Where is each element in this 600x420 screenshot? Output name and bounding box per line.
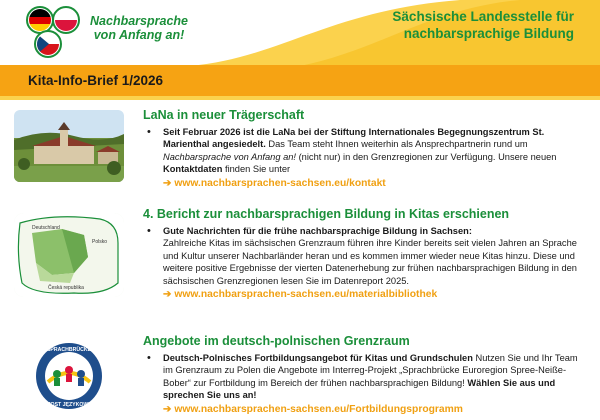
arrow-right-icon: ➔: [163, 289, 172, 301]
bullet-bold-text: Deutsch-Polnisches Fortbildungsangebot für Kitas und Grundschulen: [163, 353, 473, 363]
agency-line1: Sächsische Landesstelle für: [392, 9, 574, 24]
section-bericht: [0, 207, 600, 319]
map-label-de: Deutschland: [32, 225, 60, 231]
bullet-bold-text: Kontaktdaten: [163, 164, 223, 175]
bullet-bold-text: Gute Nachrichten für die frühe nachbarsprachige Bildung in Sachsen:: [163, 226, 472, 236]
section-content: [143, 334, 583, 417]
link-text: www.nachbarsprachen-sachsen.eu/kontakt: [174, 177, 386, 189]
sprachbruecke-badge-icon: [14, 338, 124, 414]
title-band: [0, 66, 600, 96]
section-traegerschaft: [0, 108, 600, 200]
bullet-italic-text: Nachbarsprache von Anfang an!: [163, 151, 296, 162]
section-title: Angebote im deutsch-polnischen Grenzraum: [143, 334, 410, 348]
section-content: [143, 207, 583, 302]
logo-text-line2: von Anfang an!: [93, 28, 185, 42]
bullet-text: (nicht nur) in den Grenzregionen zur Verfügung. Unsere neuen: [296, 151, 557, 162]
speech-bubbles-logo-icon: [22, 4, 82, 62]
fortbildungsprogramm-link[interactable]: [163, 403, 583, 417]
badge-top-text: SPRACHBRÜCKE: [46, 347, 92, 353]
bullet-text: Das Team steht Ihnen weiterhin als Ansprechpartnerin rund um: [265, 139, 528, 150]
section-content: [143, 108, 583, 191]
bullet-text: Zahlreiche Kitas im sächsischen Grenzraum führen ihre Kinder bereits seit vielen Jahren an Sprache und Kultur unserer Nachbarländer heran und es kommen immer wieder neue Kitas hinzu. Diese und weitere positive Ergebnisse der vierten Datenerhebung zur frühen nachbarsprachigen Bildung in den sächsischen Grenzregionen lesen Sie im Datenreport 2025.: [163, 238, 577, 286]
header: [0, 0, 600, 66]
section-title: 4. Bericht zur nachbarsprachigen Bildung in Kitas erschienen: [143, 207, 510, 221]
agency-line2: nachbarsprachige Bildung: [403, 26, 574, 41]
map-illustration-icon: [14, 213, 124, 297]
map-label-pl: Polsko: [92, 239, 108, 245]
agency-name: [334, 8, 574, 42]
monastery-photo-icon: [14, 110, 124, 182]
logo-text-line1: Nachbarsprache: [90, 14, 188, 28]
arrow-right-icon: ➔: [163, 403, 172, 415]
badge-bottom-text: MOST JĘZYKOWY: [46, 402, 92, 408]
bullet-text: Nutzen Sie und Ihr Team im Grenzraum zu Polen die Angebote im Interreg-Projekt „Sprachbrücke Euroregion Spree-Neiße-Bober“ zur Fortbildung im Bereich der frühen nachbarsprachigen Bildung!: [163, 353, 578, 388]
band-divider: [0, 96, 600, 100]
newsletter-title: Kita-Info-Brief 1/2026: [28, 73, 164, 88]
arrow-right-icon: ➔: [163, 177, 172, 189]
section-bullet: [143, 126, 583, 191]
link-text: www.nachbarsprachen-sachsen.eu/Fortbildungsprogramm: [174, 403, 463, 415]
section-bullet: [143, 225, 583, 302]
logo-text: [84, 14, 194, 42]
link-text: www.nachbarsprachen-sachsen.eu/materialbibliothek: [174, 289, 438, 301]
bullet-bold-text: Seit Februar 2026 ist die LaNa bei der Stiftung Internationales Begegnungszentrum St. Marienthal angesiedelt.: [163, 127, 545, 150]
section-bullet: [143, 352, 583, 417]
section-angebote: [0, 334, 600, 420]
contact-link[interactable]: [163, 177, 583, 191]
bullet-text: finden Sie unter: [222, 164, 291, 175]
materialbibliothek-link[interactable]: [163, 288, 583, 302]
section-title: LaNa in neuer Trägerschaft: [143, 108, 305, 122]
bullet-bold-text: Wählen Sie aus und sprechen Sie uns an!: [163, 377, 556, 401]
map-label-cz: Česká republika: [48, 285, 84, 291]
